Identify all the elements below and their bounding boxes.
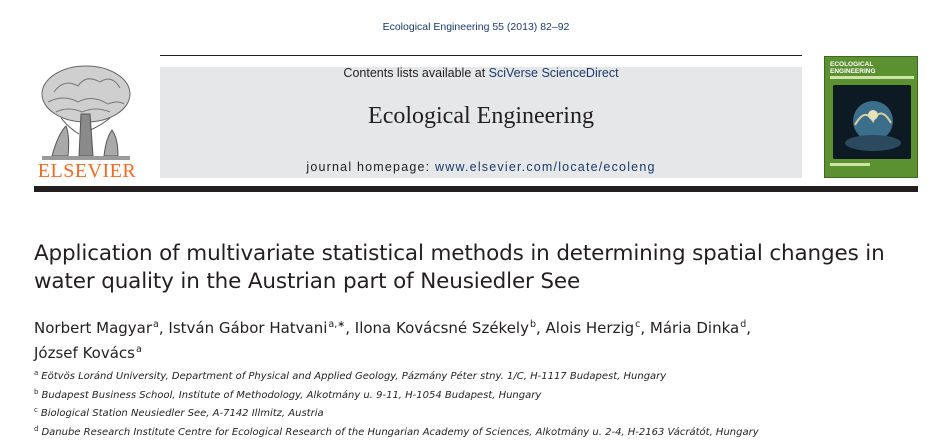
- journal-name: Ecological Engineering: [160, 103, 802, 130]
- journal-cover-thumbnail[interactable]: [824, 56, 918, 178]
- article-title: Application of multivariate statistical methods in determining spatial changes in water quality in the Austrian part of Neusiedler See: [34, 240, 924, 296]
- cover-image: [833, 85, 911, 159]
- affiliation-list: [34, 366, 924, 440]
- contents-availability: [160, 66, 802, 80]
- journal-homepage: [160, 160, 802, 174]
- author[interactable]: Mária Dinka$^d$: [650, 319, 746, 337]
- header-bottom-rule: [34, 186, 918, 192]
- sciencedirect-link[interactable]: SciVerse ScienceDirect: [489, 66, 619, 80]
- citation-link[interactable]: Ecological Engineering 55 (2013) 82–92: [383, 21, 570, 33]
- affiliation: $^b$ Budapest Business School, Institute of Methodology, Alkotmány u. 9-11, H-1054 Budapest, Hungary: [34, 385, 924, 404]
- contents-prefix: Contents lists available at: [343, 66, 488, 80]
- author[interactable]: József Kovács$^a$: [34, 344, 142, 362]
- author[interactable]: Norbert Magyar$^a$: [34, 319, 159, 337]
- affiliation: $^d$ Danube Research Institute Centre for Ecological Research of the Hungarian Academy of Sciences, Alkotmány u. 2-4, H-2163 Vácrátót, Hungary: [34, 422, 924, 440]
- author[interactable]: Alois Herzig$^c$: [546, 319, 641, 337]
- elsevier-wordmark: ELSEVIER: [36, 160, 138, 183]
- homepage-link[interactable]: www.elsevier.com/locate/ecoleng: [435, 160, 656, 174]
- journal-citation: [0, 21, 952, 33]
- header-top-rule: [160, 55, 802, 56]
- author[interactable]: Ilona Kovácsné Székely$^b$: [355, 319, 536, 337]
- affiliation: $^a$ Eötvös Loránd University, Department of Physical and Applied Geology, Pázmány Péter stny. 1/C, H-1117 Budapest, Hungary: [34, 366, 924, 385]
- author-list: Norbert Magyar$^a$, István Gábor Hatvani$^{a,∗}$, Ilona Kovácsné Székely$^b$, Alois Herzig$^c$, Mária Dinka$^d$, József Kovács$^a$: [34, 314, 924, 364]
- cover-subtitle-bar: [830, 76, 914, 79]
- author[interactable]: István Gábor Hatvani$^{a,∗}$: [168, 319, 345, 337]
- affiliation: $^c$ Biological Station Neusiedler See, A-7142 Illmitz, Austria: [34, 403, 924, 422]
- homepage-prefix: journal homepage:: [306, 160, 435, 174]
- cover-title: ECOLOGICAL ENGINEERING: [830, 61, 914, 75]
- cover-footer-bar: [830, 163, 870, 166]
